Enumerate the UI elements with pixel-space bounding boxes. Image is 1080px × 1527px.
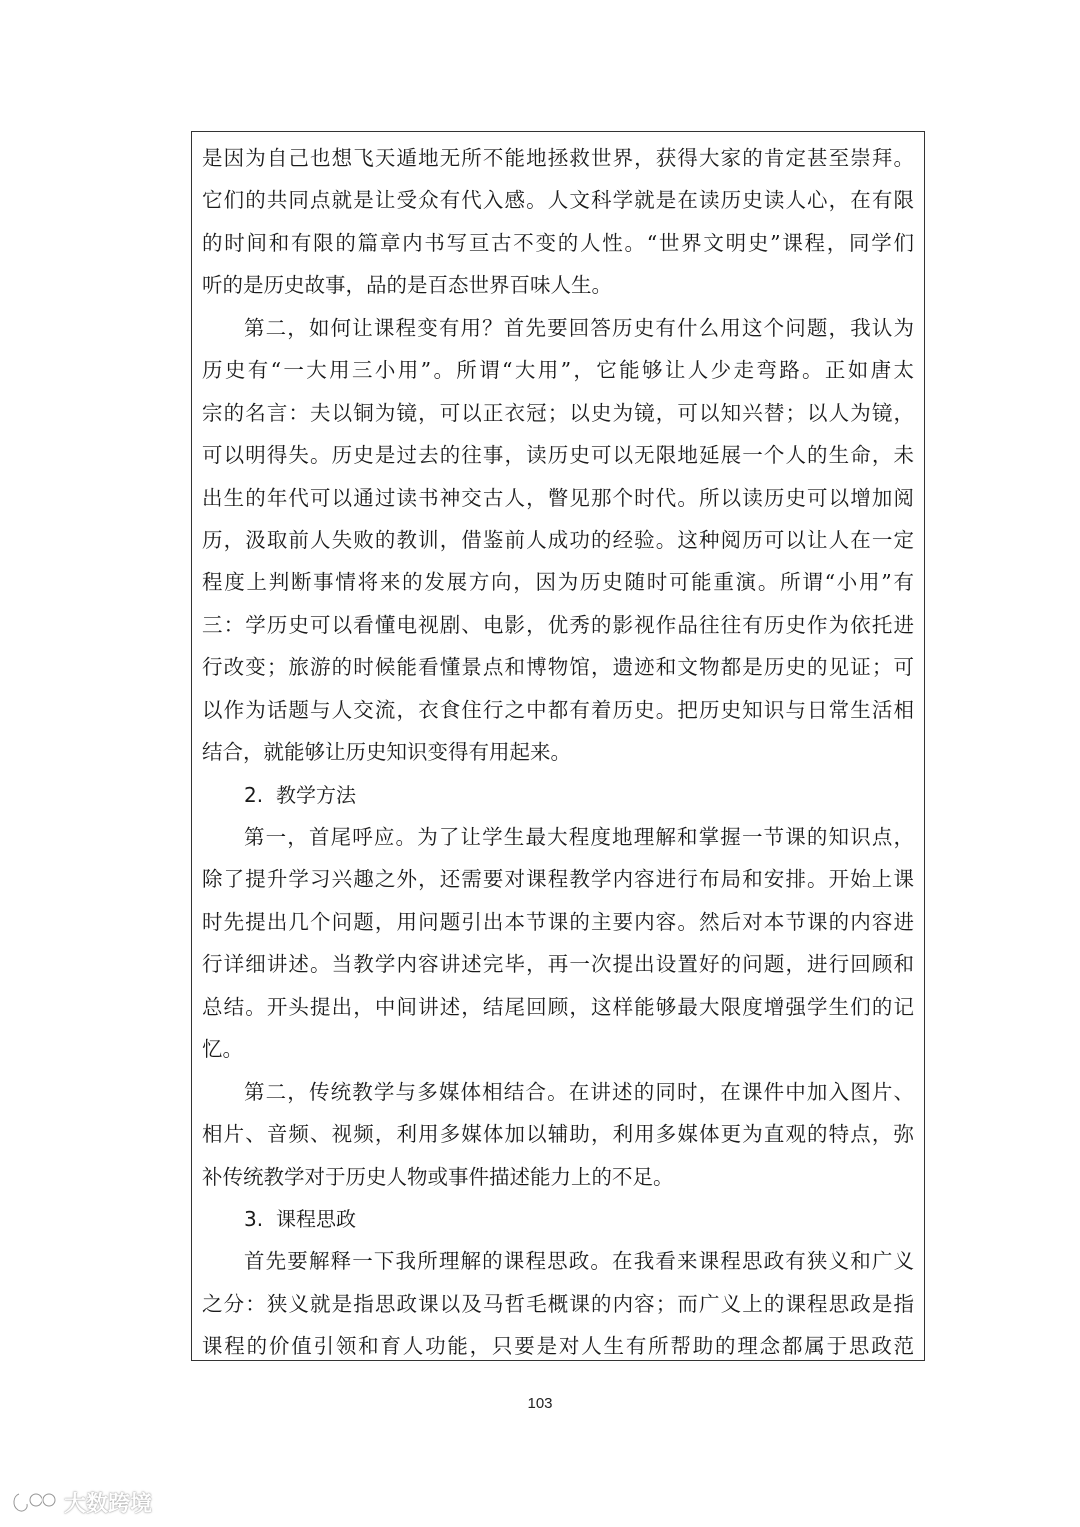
text-line: 历史有“一大用三小用”。所谓“大用”，它能够让人少走弯路。正如唐太 xyxy=(202,358,914,383)
text-line: 课程的价值引领和育人功能，只要是对人生有所帮助的理念都属于思政范 xyxy=(202,1334,914,1359)
watermark-text: 大数跨境 xyxy=(64,1491,153,1517)
text-line: 补传统教学对于历史人物或事件描述能力上的不足。 xyxy=(202,1164,674,1189)
text-line: 总结。开头提出，中间讲述，结尾回顾，这样能够最大限度增强学生们的记 xyxy=(202,994,914,1019)
section-title: 教学方法 xyxy=(276,782,356,807)
section-title: 课程思政 xyxy=(276,1206,356,1231)
text-line: 第一，首尾呼应。为了让学生最大程度地理解和掌握一节课的知识点， xyxy=(244,825,914,849)
text-line: 宗的名言：夫以铜为镜，可以正衣冠；以史为镜，可以知兴替；以人为镜， xyxy=(202,400,914,425)
section-number: 2. xyxy=(244,782,264,807)
text-line: 听的是历史故事，品的是百态世界百味人生。 xyxy=(202,273,612,298)
text-line: 之分：狭义就是指思政课以及马哲毛概课的内容；而广义上的课程思政是指 xyxy=(202,1291,914,1316)
watermark-emblem-icon xyxy=(10,1489,60,1515)
text-line: 历，汲取前人失败的教训，借鉴前人成功的经验。这种阅历可以让人在一定 xyxy=(202,527,914,552)
content-frame xyxy=(191,131,925,1361)
text-line: 它们的共同点就是让受众有代入感。人文科学就是在读历史读人心，在有限 xyxy=(202,188,914,213)
text-line: 结合，就能够让历史知识变得有用起来。 xyxy=(202,740,571,765)
text-line: 第二，传统教学与多媒体相结合。在讲述的同时，在课件中加入图片、 xyxy=(244,1079,914,1104)
text-line: 的时间和有限的篇章内书写亘古不变的人性。“世界文明史”课程，同学们 xyxy=(202,230,914,255)
text-line: 第二，如何让课程变有用？首先要回答历史有什么用这个问题，我认为 xyxy=(244,315,914,340)
text-line: 程度上判断事情将来的发展方向，因为历史随时可能重演。所谓“小用”有 xyxy=(202,570,914,595)
text-line: 行改变；旅游的时候能看懂景点和博物馆，遗迹和文物都是历史的见证；可 xyxy=(202,655,914,680)
text-line: 出生的年代可以通过读书神交古人，瞥见那个时代。所以读历史可以增加阅 xyxy=(202,485,914,510)
text-line: 首先要解释一下我所理解的课程思政。在我看来课程思政有狭义和广义 xyxy=(244,1249,914,1274)
section-heading xyxy=(202,774,914,816)
text-line: 相片、音频、视频，利用多媒体加以辅助，利用多媒体更为直观的特点，弥 xyxy=(202,1122,914,1147)
page-number: 103 xyxy=(527,1395,553,1412)
section-number: 3. xyxy=(244,1206,264,1231)
section-heading xyxy=(202,1198,914,1240)
text-line: 时先提出几个问题，用问题引出本节课的主要内容。然后对本节课的内容进 xyxy=(202,909,914,934)
document-body xyxy=(202,132,914,1368)
watermark-logo xyxy=(10,1488,152,1516)
text-line: 三：学历史可以看懂电视剧、电影，优秀的影视作品往往有历史作为依托进 xyxy=(202,612,914,637)
text-line: 是因为自己也想飞天遁地无所不能地拯救世界，获得大家的肯定甚至崇拜。 xyxy=(202,146,914,170)
text-line: 可以明得失。历史是过去的往事，读历史可以无限地延展一个人的生命，未 xyxy=(202,443,914,468)
text-line: 忆。 xyxy=(202,1037,243,1062)
text-line: 除了提升学习兴趣之外，还需要对课程教学内容进行布局和安排。开始上课 xyxy=(202,867,914,892)
text-line: 以作为话题与人交流，衣食住行之中都有着历史。把历史知识与日常生活相 xyxy=(202,697,914,722)
text-line: 行详细讲述。当教学内容讲述完毕，再一次提出设置好的问题，进行回顾和 xyxy=(202,952,914,977)
